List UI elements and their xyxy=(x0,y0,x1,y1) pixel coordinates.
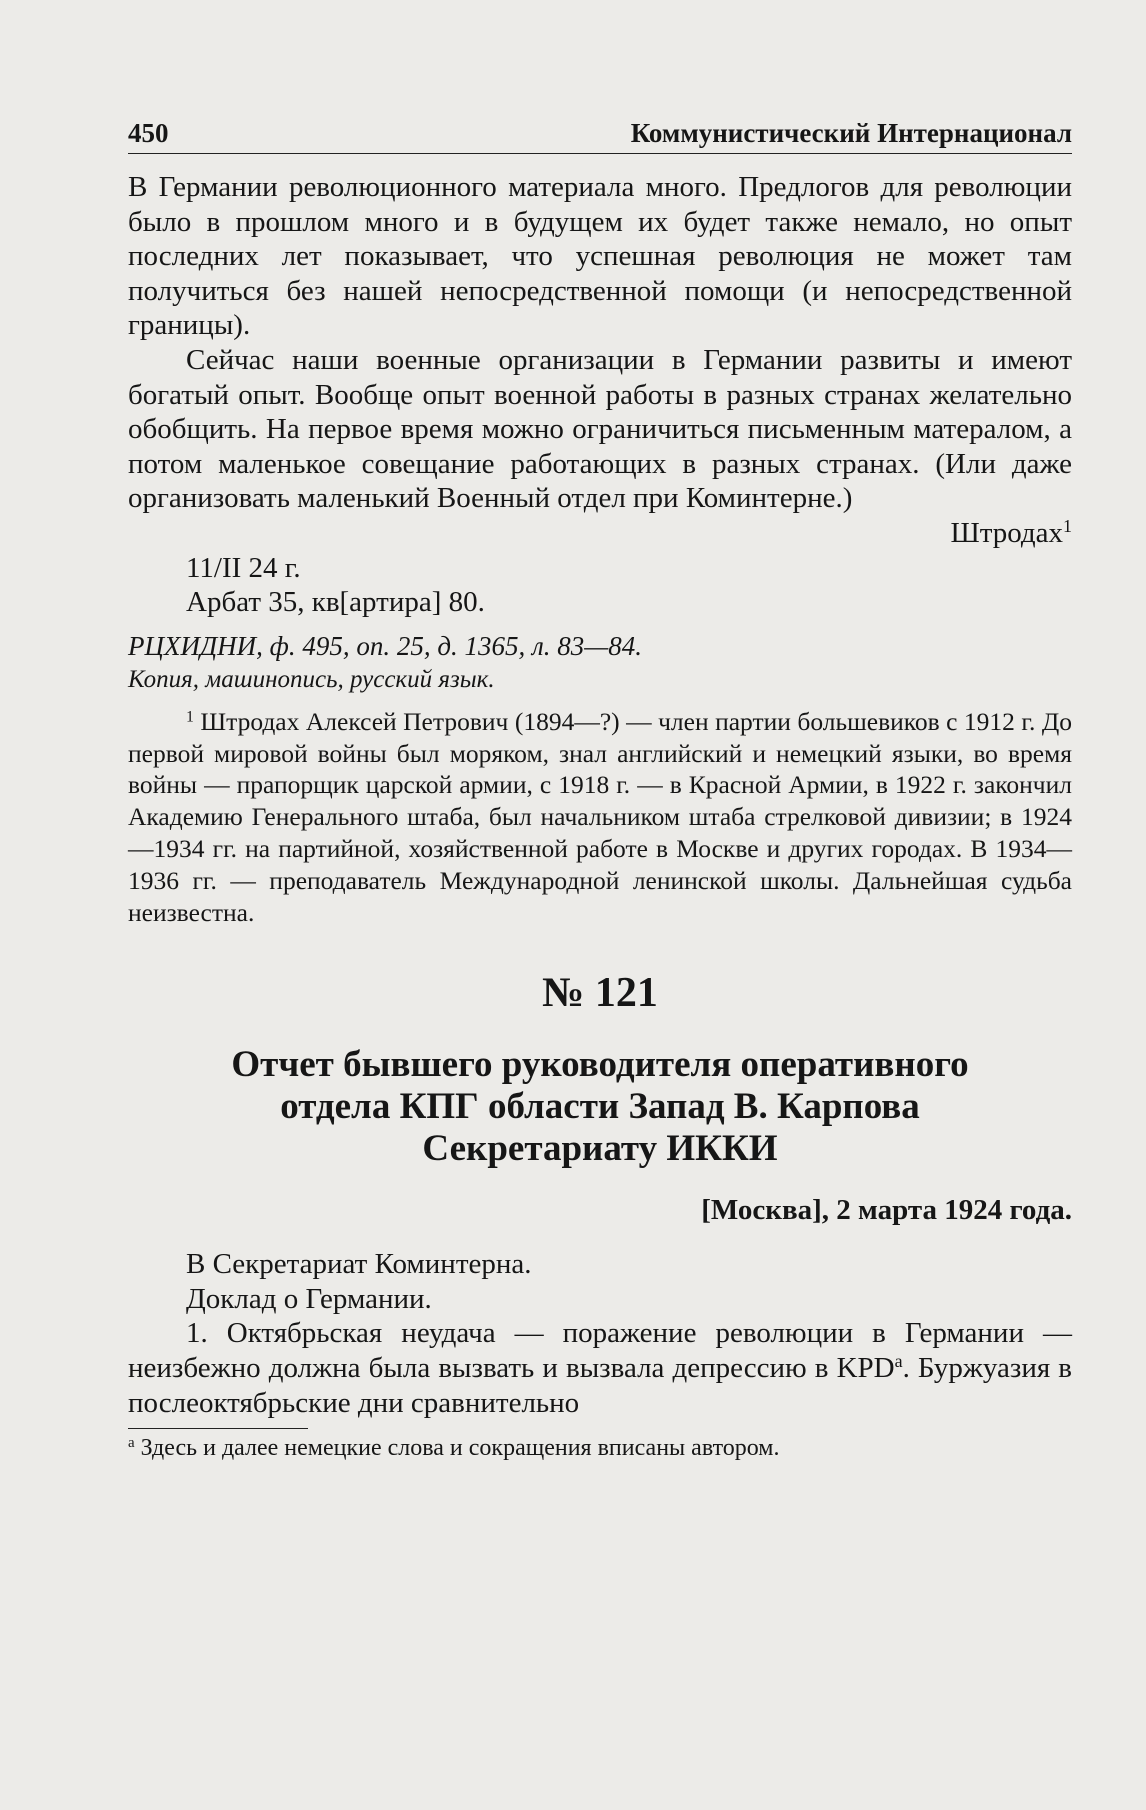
archive-reference: РЦХИДНИ, ф. 495, оп. 25, д. 1365, л. 83—84. xyxy=(128,630,643,661)
page-number: 450 xyxy=(128,118,169,148)
bottom-footnote-mark: а xyxy=(128,1435,135,1452)
letter-body xyxy=(128,170,1072,516)
bottom-footnote-text: Здесь и далее немецкие слова и сокращения вписаны автором. xyxy=(134,1435,780,1462)
running-header xyxy=(128,118,1072,154)
report-subject: Доклад о Германии. xyxy=(186,1282,432,1315)
footnote-mark: 1 xyxy=(186,708,194,726)
document-date: [Москва], 2 марта 1924 года. xyxy=(701,1194,1072,1227)
letter-address: Арбат 35, кв[артира] 80. xyxy=(186,586,485,619)
letter-paragraph: В Германии революционного материала много. Предлогов для революции было в прошлом много и в будущем их будет также немало, но опыт последних лет показывает, что успешная революция не может там получиться без нашей непосредственной помощи (и непосредственной границы). xyxy=(128,171,1072,342)
report-paragraph-end: . Буржуазия в послеоктябрьские дни сравнительно xyxy=(128,1352,1072,1419)
signature-name: Штродах xyxy=(950,516,1064,549)
archive-info xyxy=(128,630,1072,696)
archive-copy-note: Копия, машинопись, русский язык. xyxy=(128,665,495,693)
letter-paragraph: Сейчас наши военные организации в Германии развиты и имеют богатый опыт. Вообще опыт военной работы в разных странах желательно обобщить. На первое время можно ограничиться письменным матералом, а потом маленькое совещание работающих в разных странах. (Или даже организовать маленький Военный отдел при Коминтерне.) xyxy=(128,343,1072,515)
report-paragraph xyxy=(128,1316,1072,1420)
document-title xyxy=(128,1044,1072,1170)
document-title-line: отдела КПГ области Запад В. Карпова xyxy=(280,1086,920,1128)
report-footnote-mark: а xyxy=(894,1351,903,1372)
bottom-footnote xyxy=(128,1435,1072,1462)
report-addressee: В Секретариат Коминтерна. xyxy=(186,1248,532,1281)
footnote-divider xyxy=(128,1428,308,1429)
page-text-block xyxy=(128,118,1072,1462)
document-number: № 121 xyxy=(542,970,658,1017)
footnote-text: Штродах Алексей Петрович (1894—?) — член партии большевиков с 1912 г. До первой мировой войны был моряком, знал английский и немецкий языки, во время войны — прапорщик царской армии, с 1918 г. — в Красной Армии, в 1922 г. закончил Академию Генерального штаба, был начальником штаба стрелковой дивизии; в 1924—1934 гг. на партийной, хозяйственной работе в Москве и других городах. В 1934—1936 гг. — преподаватель Международной ленинской школы. Дальнейшая судьба неизвестна. xyxy=(128,706,1072,927)
biographical-footnote xyxy=(128,706,1072,929)
letter-signature xyxy=(128,516,1072,551)
report-body xyxy=(128,1247,1072,1420)
document-title-line: Секретариату ИККИ xyxy=(422,1128,778,1170)
report-paragraph-start: 1. Октябрьская неудача — поражение революции в Германии — неизбежно должна была вызвать и вызвала депрессию в KPD xyxy=(128,1317,1072,1385)
document-title-line: Отчет бывшего руководителя оперативного xyxy=(231,1044,969,1086)
signature-footnote-mark: 1 xyxy=(1063,516,1072,537)
letter-dateline xyxy=(186,551,1072,620)
letter-date: 11/II 24 г. xyxy=(186,551,301,584)
running-title: Коммунистический Интернационал xyxy=(630,118,1072,148)
